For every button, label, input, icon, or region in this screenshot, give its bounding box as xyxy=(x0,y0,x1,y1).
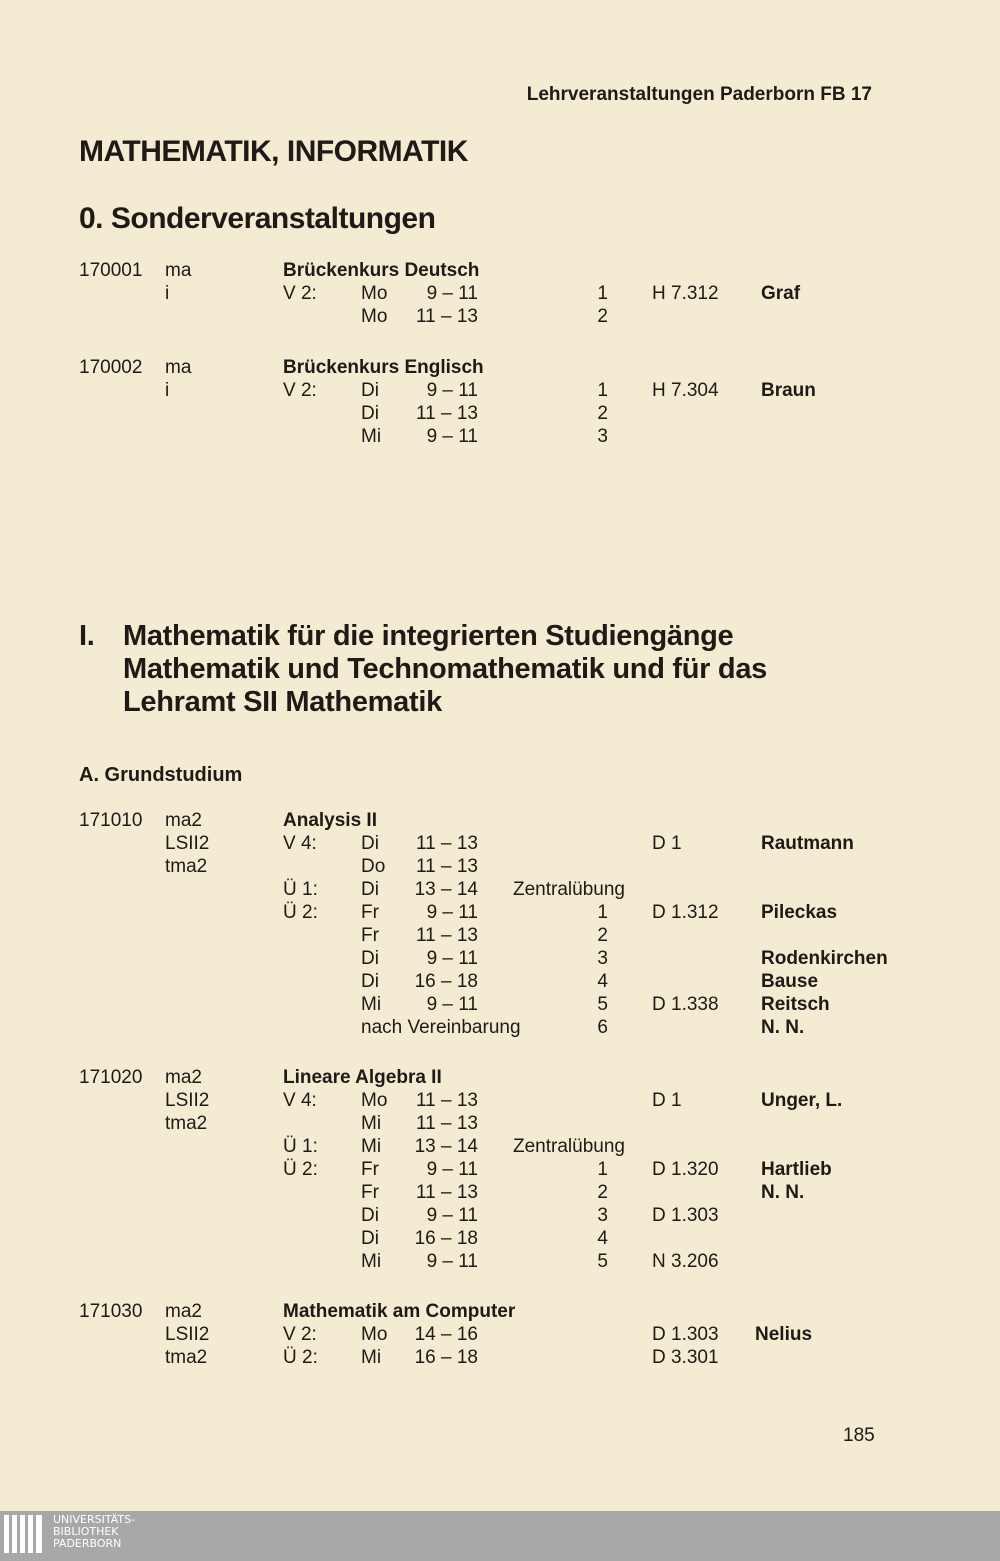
session-group: 5 xyxy=(597,1251,608,1272)
session-room: D 1 xyxy=(652,833,682,854)
session-note: Zentralübung xyxy=(513,1136,625,1157)
session-lecturer: Rodenkirchen xyxy=(761,948,888,969)
course-title: Analysis II xyxy=(283,810,377,831)
session-lecturer: Rautmann xyxy=(761,833,854,854)
session-group: 4 xyxy=(597,1228,608,1249)
session-day: Di xyxy=(361,1205,379,1226)
library-name xyxy=(53,1514,135,1550)
session-time: 16 – 18 xyxy=(414,1228,478,1249)
running-header: Lehrveranstaltungen Paderborn FB 17 xyxy=(526,84,872,105)
course-session-row xyxy=(0,425,1000,448)
course-code: i xyxy=(165,380,170,401)
session-lecturer: Nelius xyxy=(755,1324,813,1345)
session-arrangement: nach Vereinbarung xyxy=(361,1017,521,1038)
session-day: Di xyxy=(361,380,379,401)
session-day: Mi xyxy=(361,426,382,447)
session-time: 9 – 11 xyxy=(426,1159,478,1180)
session-room: D 1.338 xyxy=(652,994,719,1015)
session-day: Fr xyxy=(361,925,379,946)
session-type: Ü 2: xyxy=(283,902,318,923)
session-group: 3 xyxy=(597,426,608,447)
session-time: 9 – 11 xyxy=(426,283,478,304)
session-day: Di xyxy=(361,403,379,424)
course-number: 170002 xyxy=(79,357,143,378)
course-session-row xyxy=(0,1181,1000,1204)
course-code: ma xyxy=(165,357,192,378)
session-day: Fr xyxy=(361,1159,379,1180)
section-1-roman: I. xyxy=(79,620,95,652)
session-group: 1 xyxy=(597,1159,608,1180)
course-code: LSII2 xyxy=(165,1090,210,1111)
session-time: 16 – 18 xyxy=(414,1347,478,1368)
session-room: N 3.206 xyxy=(652,1251,719,1272)
session-day: Mo xyxy=(361,1324,388,1345)
session-room: D 3.301 xyxy=(652,1347,719,1368)
session-room: H 7.312 xyxy=(652,283,719,304)
course-code: i xyxy=(165,283,170,304)
session-group: 2 xyxy=(597,1182,608,1203)
session-type: Ü 1: xyxy=(283,1136,318,1157)
session-day: Di xyxy=(361,971,379,992)
course-session-row xyxy=(0,1158,1000,1181)
session-day: Di xyxy=(361,879,379,900)
session-day: Mi xyxy=(361,1347,382,1368)
course-session-row xyxy=(0,305,1000,328)
session-time: 14 – 16 xyxy=(414,1324,478,1345)
session-type: V 2: xyxy=(283,283,317,304)
course-title: Lineare Algebra II xyxy=(283,1067,442,1088)
session-lecturer: Bause xyxy=(761,971,819,992)
course-title: Mathematik am Computer xyxy=(283,1301,516,1322)
course-block xyxy=(0,356,1000,448)
course-session-row xyxy=(0,1250,1000,1273)
course-code: ma2 xyxy=(165,1067,202,1088)
session-group: 4 xyxy=(597,971,608,992)
session-day: Di xyxy=(361,833,379,854)
library-name-line: BIBLIOTHEK xyxy=(53,1525,119,1538)
course-number: 170001 xyxy=(79,260,143,281)
session-type: Ü 2: xyxy=(283,1347,318,1368)
session-group: 5 xyxy=(597,994,608,1015)
subsection-heading: A. Grundstudium xyxy=(79,764,243,786)
session-day: Do xyxy=(361,856,386,877)
session-room: D 1.303 xyxy=(652,1205,719,1226)
session-room: D 1.312 xyxy=(652,902,719,923)
course-session-row xyxy=(0,1135,1000,1158)
session-type: V 4: xyxy=(283,833,317,854)
session-day: Fr xyxy=(361,1182,379,1203)
session-time: 9 – 11 xyxy=(426,1251,478,1272)
session-type: V 4: xyxy=(283,1090,317,1111)
section-1-heading-line: Mathematik und Technomathematik und für das xyxy=(123,653,767,685)
section-1-heading-line: Mathematik für die integrierten Studiengänge xyxy=(123,620,734,652)
session-time: 9 – 11 xyxy=(426,994,478,1015)
course-session-row xyxy=(0,993,1000,1016)
session-time: 11 – 13 xyxy=(416,856,478,877)
session-group: 1 xyxy=(597,283,608,304)
session-time: 9 – 11 xyxy=(426,948,478,969)
session-group: 2 xyxy=(597,306,608,327)
session-type: Ü 1: xyxy=(283,879,318,900)
session-lecturer: Pileckas xyxy=(761,902,838,923)
course-session-row xyxy=(0,1204,1000,1227)
course-session-row xyxy=(0,832,1000,855)
session-time: 11 – 13 xyxy=(416,925,478,946)
session-time: 9 – 11 xyxy=(426,1205,478,1226)
course-session-row xyxy=(0,1323,1000,1346)
session-lecturer: Braun xyxy=(761,380,816,401)
session-time: 11 – 13 xyxy=(416,403,478,424)
session-group: 3 xyxy=(597,1205,608,1226)
session-time: 13 – 14 xyxy=(414,1136,478,1157)
course-number: 171020 xyxy=(79,1067,143,1088)
course-session-row xyxy=(0,970,1000,993)
session-group: 3 xyxy=(597,948,608,969)
course-session-row xyxy=(0,379,1000,402)
library-name-line: PADERBORN xyxy=(53,1537,122,1550)
course-session-row xyxy=(0,1016,1000,1039)
session-day: Mo xyxy=(361,283,388,304)
course-title-row xyxy=(0,809,1000,832)
course-code: LSII2 xyxy=(165,833,210,854)
course-session-row xyxy=(0,855,1000,878)
course-title-row xyxy=(0,1300,1000,1323)
session-time: 11 – 13 xyxy=(416,1113,478,1134)
session-group: 1 xyxy=(597,902,608,923)
course-title: Brückenkurs Englisch xyxy=(283,357,484,378)
session-room: H 7.304 xyxy=(652,380,719,401)
page-title: MATHEMATIK, INFORMATIK xyxy=(79,135,468,168)
session-time: 16 – 18 xyxy=(414,971,478,992)
section-1-heading-line: Lehramt SII Mathematik xyxy=(123,686,442,718)
session-group: 2 xyxy=(597,403,608,424)
course-session-row xyxy=(0,1227,1000,1250)
session-note: Zentralübung xyxy=(513,879,625,900)
session-time: 11 – 13 xyxy=(416,1182,478,1203)
session-type: V 2: xyxy=(283,380,317,401)
course-code: tma2 xyxy=(165,1347,208,1368)
course-session-row xyxy=(0,1089,1000,1112)
course-number: 171010 xyxy=(79,810,143,831)
session-lecturer: Graf xyxy=(761,283,801,304)
section-0-heading: 0. Sonderveranstaltungen xyxy=(79,202,436,235)
session-day: Mo xyxy=(361,306,388,327)
page-number: 185 xyxy=(843,1425,875,1446)
course-session-row xyxy=(0,878,1000,901)
session-lecturer: N. N. xyxy=(761,1182,805,1203)
session-day: Fr xyxy=(361,902,379,923)
session-room: D 1.303 xyxy=(652,1324,719,1345)
session-group: 6 xyxy=(597,1017,608,1038)
session-day: Mi xyxy=(361,1113,382,1134)
session-room: D 1.320 xyxy=(652,1159,719,1180)
session-type: Ü 2: xyxy=(283,1159,318,1180)
session-time: 13 – 14 xyxy=(414,879,478,900)
course-code: tma2 xyxy=(165,856,208,877)
course-session-row xyxy=(0,282,1000,305)
course-session-row xyxy=(0,402,1000,425)
course-code: tma2 xyxy=(165,1113,208,1134)
course-block xyxy=(0,1300,1000,1369)
session-day: Mi xyxy=(361,994,382,1015)
session-group: 1 xyxy=(597,380,608,401)
course-block xyxy=(0,809,1000,1039)
course-code: LSII2 xyxy=(165,1324,210,1345)
course-number: 171030 xyxy=(79,1301,143,1322)
course-session-row xyxy=(0,1346,1000,1369)
course-session-row xyxy=(0,947,1000,970)
session-type: V 2: xyxy=(283,1324,317,1345)
course-code: ma2 xyxy=(165,810,202,831)
course-title-row xyxy=(0,356,1000,379)
session-group: 2 xyxy=(597,925,608,946)
session-day: Di xyxy=(361,1228,379,1249)
session-day: Mo xyxy=(361,1090,388,1111)
course-session-row xyxy=(0,924,1000,947)
session-time: 9 – 11 xyxy=(426,380,478,401)
session-day: Mi xyxy=(361,1136,382,1157)
session-lecturer: N. N. xyxy=(761,1017,805,1038)
session-time: 11 – 13 xyxy=(416,1090,478,1111)
course-title-row xyxy=(0,259,1000,282)
course-title: Brückenkurs Deutsch xyxy=(283,260,480,281)
session-lecturer: Unger, L. xyxy=(761,1090,843,1111)
session-time: 11 – 13 xyxy=(416,833,478,854)
course-session-row xyxy=(0,1112,1000,1135)
session-lecturer: Reitsch xyxy=(761,994,830,1015)
course-block xyxy=(0,1066,1000,1273)
library-logo-icon xyxy=(4,1515,48,1557)
course-code: ma xyxy=(165,260,192,281)
library-name-line: UNIVERSITÄTS- xyxy=(53,1513,136,1526)
session-time: 9 – 11 xyxy=(426,902,478,923)
session-lecturer: Hartlieb xyxy=(761,1159,832,1180)
course-code: ma2 xyxy=(165,1301,202,1322)
library-footer-bar xyxy=(0,1511,1000,1561)
session-time: 11 – 13 xyxy=(416,306,478,327)
session-room: D 1 xyxy=(652,1090,682,1111)
course-session-row xyxy=(0,901,1000,924)
session-time: 9 – 11 xyxy=(426,426,478,447)
session-day: Mi xyxy=(361,1251,382,1272)
session-day: Di xyxy=(361,948,379,969)
course-title-row xyxy=(0,1066,1000,1089)
course-block xyxy=(0,259,1000,328)
